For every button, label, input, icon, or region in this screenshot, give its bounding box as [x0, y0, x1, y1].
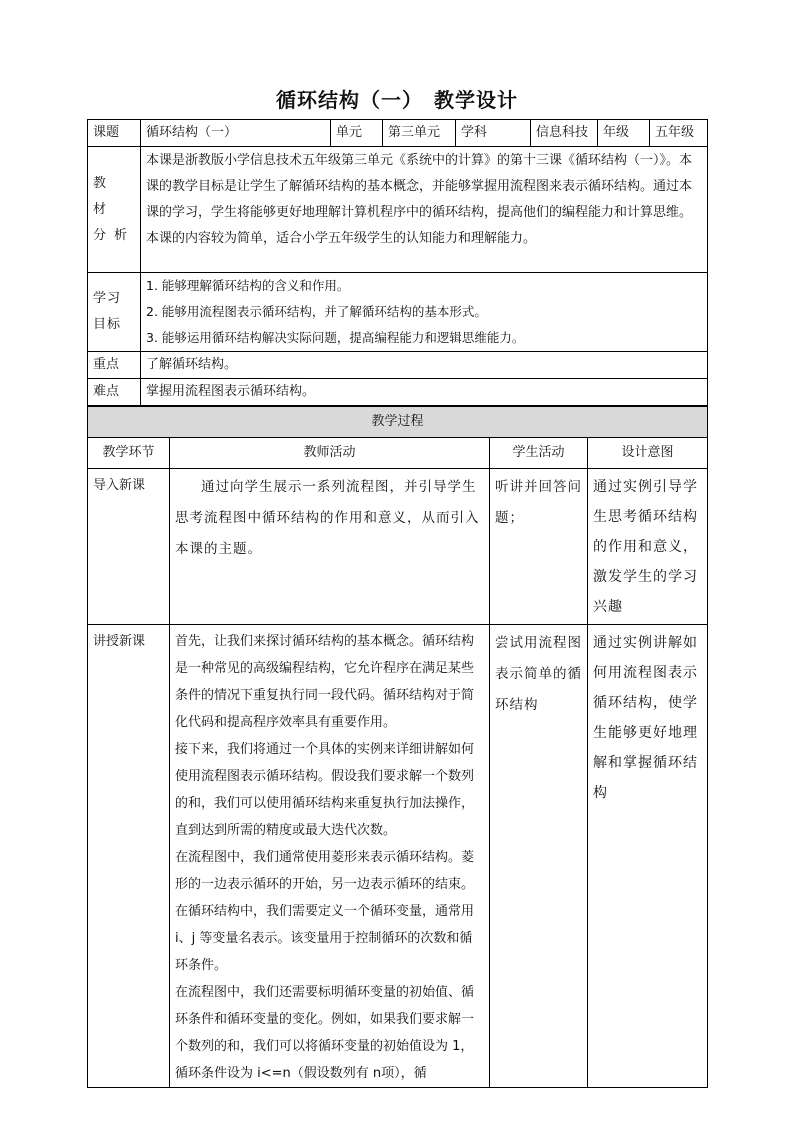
col-intent: 设计意图: [588, 438, 708, 469]
goal-item: 2. 能够用流程图表示循环结构，并了解循环结构的基本形式。: [146, 304, 487, 319]
key-value: 了解循环结构。: [141, 352, 708, 379]
difficulty-value: 掌握用流程图表示循环结构。: [141, 379, 708, 406]
topic-label: 课题: [88, 120, 141, 147]
col-teacher: 教师活动: [170, 438, 490, 469]
teacher-paragraph: 接下来，我们将通过一个具体的实例来详细讲解如何使用流程图表示循环结构。假设我们要求解一个数列的和，我们可以使用循环结构来重复执行加法操作，直到达到所需的精度或最大迭代次数。: [175, 742, 475, 838]
col-stage: 教学环节: [88, 438, 170, 469]
analysis-label: 教 材 分析: [88, 147, 141, 273]
teacher-paragraph: 在流程图中，我们还需要标明循环变量的初始值、循环条件和循环变量的变化。例如，如果我们要求解一个数列的和，我们可以将循环变量的初始值设为 1，循环条件设为 i<=n（假设数列有 n项），循: [175, 985, 475, 1081]
page-title: 循环结构（一） 教学设计: [276, 88, 518, 112]
key-row: [88, 352, 708, 379]
key-label: 重点: [88, 352, 141, 379]
subject-value: 信息科技: [531, 120, 598, 147]
stage-cell: 讲授新课: [88, 625, 170, 1088]
goal-item: 1. 能够理解循环结构的含义和作用。: [146, 278, 350, 293]
topic-value: 循环结构（一）: [141, 120, 331, 147]
intent-cell: 通过实例讲解如何用流程图表示循环结构，使学生能够更好地理解和掌握循环结构: [588, 625, 708, 1088]
process-heading: 教学过程: [88, 407, 708, 438]
grade-label: 年级: [598, 120, 650, 147]
difficulty-row: [88, 379, 708, 406]
analysis-row: [88, 147, 708, 273]
process-header-row: [88, 438, 708, 469]
table-row: [88, 469, 708, 625]
difficulty-label: 难点: [88, 379, 141, 406]
student-cell: 听讲并回答问题；: [490, 469, 588, 625]
info-row-basic: [88, 120, 708, 147]
student-cell: 尝试用流程图表示简单的循环结构: [490, 625, 588, 1088]
goals-cell: [141, 273, 708, 352]
teacher-paragraph: 首先，让我们来探讨循环结构的基本概念。循环结构是一种常见的高级编程结构，它允许程序在满足某些条件的情况下重复执行同一段代码。循环结构对于简化代码和提高程序效率具有重要作用。: [175, 634, 475, 730]
subject-label: 学科: [456, 120, 531, 147]
teacher-paragraph: 在流程图中，我们通常使用菱形来表示循环结构。菱形的一边表示循环的开始，另一边表示循环的结束。在循环结构中，我们需要定义一个循环变量，通常用 i、j 等变量名表示。该变量用于控制循环的次数和循环条件。: [175, 850, 475, 973]
grade-value: 五年级: [650, 120, 708, 147]
intent-cell: 通过实例引导学生思考循环结构的作用和意义，激发学生的学习兴趣: [588, 469, 708, 625]
teacher-cell: [170, 625, 490, 1088]
goals-row: [88, 273, 708, 352]
info-table: [87, 119, 708, 406]
goal-item: 3. 能够运用循环结构解决实际问题，提高编程能力和逻辑思维能力。: [146, 330, 525, 345]
unit-label: 单元: [331, 120, 383, 147]
goals-label: 学习 目标: [88, 273, 141, 352]
col-student: 学生活动: [490, 438, 588, 469]
process-table: [87, 406, 708, 1088]
teacher-cell: [170, 469, 490, 625]
table-row: [88, 625, 708, 1088]
stage-cell: 导入新课: [88, 469, 170, 625]
unit-value: 第三单元: [383, 120, 456, 147]
teacher-paragraph: 通过向学生展示一系列流程图，并引导学生思考流程图中循环结构的作用和意义，从而引入本课的主题。: [175, 479, 480, 557]
analysis-text: 本课是浙教版小学信息技术五年级第三单元《系统中的计算》的第十三课《循环结构（一）》。本课的教学目标是让学生了解循环结构的基本概念，并能够掌握用流程图来表示循环结构。通过本课的学习，学生将能够更好地理解计算机程序中的循环结构，提高他们的编程能力和计算思维。本课的内容较为简单，适合小学五年级学生的认知能力和理解能力。: [141, 147, 708, 273]
process-heading-row: [88, 407, 708, 438]
